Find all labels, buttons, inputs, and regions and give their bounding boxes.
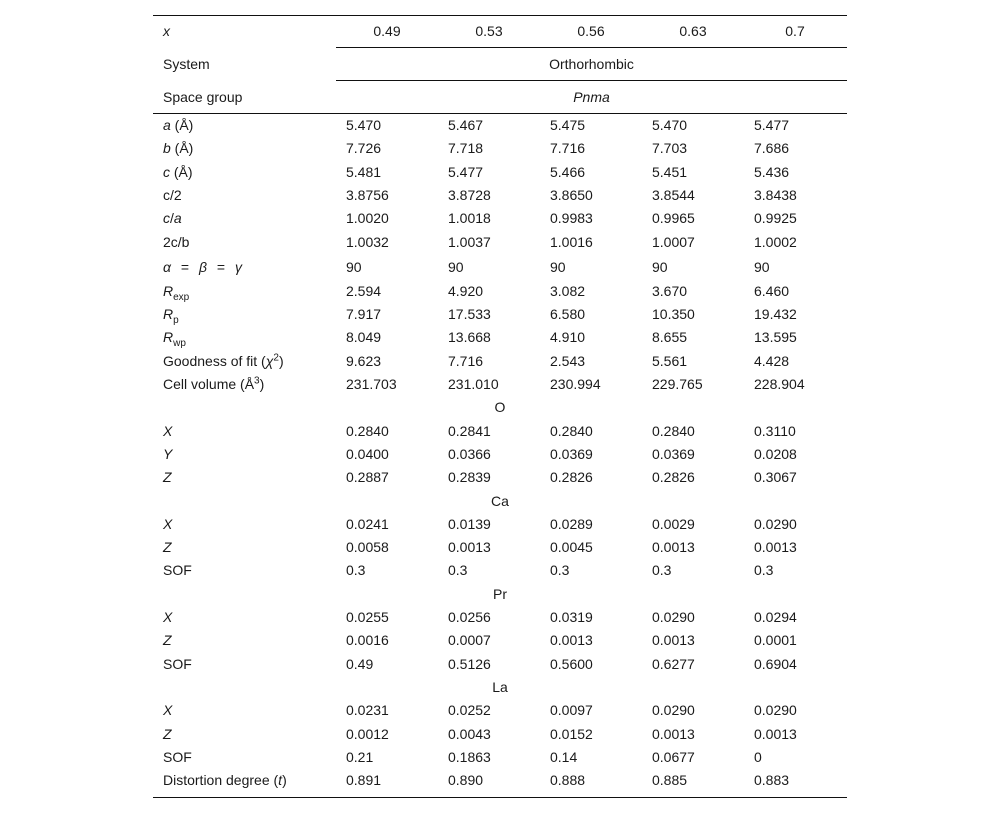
cell-value: 19.432 bbox=[754, 306, 797, 323]
cell-value: 0.2840 bbox=[652, 422, 695, 439]
cell-value: 0.0241 bbox=[346, 515, 389, 532]
cell-value: 0.0043 bbox=[448, 725, 491, 742]
header-row-space-group bbox=[153, 81, 847, 113]
row-label bbox=[163, 350, 284, 373]
cell-value: 0.5126 bbox=[448, 655, 491, 672]
cell-value: 4.920 bbox=[448, 282, 484, 299]
table-row bbox=[153, 536, 847, 559]
label-part: / bbox=[170, 210, 174, 227]
cell-value: 1.0032 bbox=[346, 233, 389, 250]
label-part: χ bbox=[265, 352, 274, 369]
label-part: exp bbox=[173, 291, 190, 303]
cell-value: 90 bbox=[346, 258, 362, 275]
row-label bbox=[163, 559, 192, 582]
row-label bbox=[163, 443, 172, 466]
row-label bbox=[163, 326, 186, 349]
cell-value: 5.561 bbox=[652, 352, 688, 369]
cell-value: 0.3 bbox=[346, 562, 366, 579]
table-row bbox=[153, 207, 847, 230]
cell-value: 0.0045 bbox=[550, 539, 593, 556]
table-row bbox=[153, 699, 847, 722]
table-row bbox=[153, 559, 847, 582]
cell-value: 17.533 bbox=[448, 306, 491, 323]
cell-value: 0.0152 bbox=[550, 725, 593, 742]
section-label: Pr bbox=[493, 585, 507, 602]
row-label bbox=[163, 161, 193, 184]
table-row bbox=[153, 254, 847, 280]
label-part: γ bbox=[234, 258, 242, 275]
cell-value: 0.3 bbox=[448, 562, 468, 579]
x-label: x bbox=[163, 23, 170, 39]
row-label bbox=[163, 303, 179, 326]
label-part: Z bbox=[163, 632, 172, 649]
cell-value: 13.668 bbox=[448, 329, 491, 346]
cell-value: 3.8650 bbox=[550, 186, 593, 203]
cell-value: 5.477 bbox=[754, 117, 790, 133]
cell-value: 7.718 bbox=[448, 140, 484, 157]
table-row bbox=[153, 420, 847, 443]
table-row bbox=[153, 769, 847, 792]
cell-value: 0.0289 bbox=[550, 515, 593, 532]
label-part: p bbox=[173, 314, 179, 326]
cell-value: 0.0013 bbox=[550, 632, 593, 649]
cell-value: 5.477 bbox=[448, 163, 484, 180]
cell-value: 231.010 bbox=[448, 376, 499, 392]
cell-value: 0.1863 bbox=[448, 748, 491, 765]
cell-value: 0.0016 bbox=[346, 632, 389, 649]
cell-value: 0.888 bbox=[550, 772, 586, 789]
table-row bbox=[153, 466, 847, 489]
row-label bbox=[163, 513, 172, 536]
row-label bbox=[163, 231, 189, 254]
header-row-x bbox=[153, 15, 847, 47]
cell-value: 3.8728 bbox=[448, 186, 491, 203]
label-part: R bbox=[163, 306, 174, 323]
cell-value: 7.716 bbox=[550, 140, 586, 157]
label-part: = bbox=[216, 258, 226, 275]
cell-value: 6.460 bbox=[754, 282, 790, 299]
table-row bbox=[153, 653, 847, 676]
row-label bbox=[163, 699, 172, 722]
section-row bbox=[153, 396, 847, 419]
cell-value: 0.0208 bbox=[754, 445, 797, 462]
cell-value: 13.595 bbox=[754, 329, 797, 346]
cell-value: 0.0256 bbox=[448, 609, 491, 625]
row-label bbox=[163, 280, 189, 303]
label-part: SOF bbox=[163, 562, 192, 579]
cell-value: 1.0016 bbox=[550, 233, 593, 250]
cell-value: 0.9925 bbox=[754, 210, 797, 227]
cell-value: 0.3067 bbox=[754, 469, 797, 486]
table-row bbox=[153, 629, 847, 652]
table-row bbox=[153, 443, 847, 466]
x-value: 0.53 bbox=[475, 23, 503, 39]
cell-value: 0.0231 bbox=[346, 702, 389, 719]
cell-value: 0.2887 bbox=[346, 469, 389, 486]
label-part: X bbox=[163, 702, 173, 719]
cell-value: 0.0290 bbox=[754, 515, 797, 532]
cell-value: 0.883 bbox=[754, 772, 790, 789]
section-label: La bbox=[492, 678, 508, 695]
label-part: X bbox=[163, 609, 173, 625]
table-row bbox=[153, 606, 847, 629]
cell-value: 3.8756 bbox=[346, 186, 389, 203]
table-row bbox=[153, 303, 847, 326]
cell-value: 90 bbox=[448, 258, 464, 275]
cell-value: 10.350 bbox=[652, 306, 695, 323]
cell-value: 0.0001 bbox=[754, 632, 797, 649]
label-part: SOF bbox=[163, 748, 192, 765]
cell-value: 2.543 bbox=[550, 352, 586, 369]
table-row bbox=[153, 280, 847, 303]
cell-value: 1.0007 bbox=[652, 233, 695, 250]
cell-value: 2.594 bbox=[346, 282, 382, 299]
cell-value: 7.917 bbox=[346, 306, 382, 323]
label-part: wp bbox=[173, 338, 186, 350]
cell-value: 0.2840 bbox=[346, 422, 389, 439]
row-label bbox=[163, 137, 193, 160]
label-part: 2 bbox=[273, 352, 279, 364]
cell-value: 0.0294 bbox=[754, 609, 797, 625]
label-part: 2c/b bbox=[163, 233, 190, 250]
label-part: 3 bbox=[254, 375, 260, 387]
label-part: X bbox=[163, 515, 173, 532]
header-row-system bbox=[153, 48, 847, 80]
cell-value: 0.9965 bbox=[652, 210, 695, 227]
cell-value: 7.726 bbox=[346, 140, 382, 157]
label-part: ) bbox=[259, 376, 265, 392]
cell-value: 1.0037 bbox=[448, 233, 491, 250]
label-part: b bbox=[163, 140, 171, 157]
cell-value: 0.0369 bbox=[652, 445, 695, 462]
cell-value: 0.0058 bbox=[346, 539, 389, 556]
cell-value: 0 bbox=[754, 748, 762, 765]
label-part: ) bbox=[282, 772, 287, 789]
cell-value: 0.3 bbox=[754, 562, 774, 579]
cell-value: 9.623 bbox=[346, 352, 382, 369]
row-label bbox=[163, 420, 172, 443]
label-part: c bbox=[163, 163, 170, 180]
cell-value: 0.2826 bbox=[652, 469, 695, 486]
cell-value: 230.994 bbox=[550, 376, 601, 392]
cell-value: 5.466 bbox=[550, 163, 586, 180]
cell-value: 4.428 bbox=[754, 352, 790, 369]
cell-value: 0.0255 bbox=[346, 609, 389, 625]
row-label bbox=[163, 207, 182, 230]
cell-value: 5.470 bbox=[346, 117, 382, 133]
section-label: Ca bbox=[491, 492, 509, 509]
cell-value: 1.0020 bbox=[346, 210, 389, 227]
table-row bbox=[153, 373, 847, 396]
cell-value: 90 bbox=[550, 258, 566, 275]
cell-value: 90 bbox=[754, 258, 770, 275]
cell-value: 0.0319 bbox=[550, 609, 593, 625]
cell-value: 0.0007 bbox=[448, 632, 491, 649]
cell-value: 7.703 bbox=[652, 140, 688, 157]
label-part: (Å) bbox=[170, 140, 194, 157]
cell-value: 231.703 bbox=[346, 376, 397, 392]
x-value: 0.7 bbox=[785, 23, 805, 39]
table-row bbox=[153, 114, 847, 137]
cell-value: 0.3 bbox=[550, 562, 570, 579]
cell-value: 5.436 bbox=[754, 163, 790, 180]
row-label bbox=[163, 746, 192, 769]
cell-value: 4.910 bbox=[550, 329, 586, 346]
table-row bbox=[153, 161, 847, 184]
label-part: Y bbox=[163, 445, 173, 462]
cell-value: 0.0013 bbox=[448, 539, 491, 556]
cell-value: 0.3 bbox=[652, 562, 672, 579]
cell-value: 0.6277 bbox=[652, 655, 695, 672]
section-row bbox=[153, 583, 847, 606]
label-part: a bbox=[173, 210, 182, 227]
cell-value: 0.890 bbox=[448, 772, 484, 789]
cell-value: 0.21 bbox=[346, 748, 374, 765]
cell-value: 0.0252 bbox=[448, 702, 491, 719]
row-label bbox=[163, 466, 172, 489]
cell-value: 229.765 bbox=[652, 376, 703, 392]
cell-value: 0.891 bbox=[346, 772, 382, 789]
label-part: α bbox=[163, 258, 171, 275]
x-value: 0.63 bbox=[679, 23, 707, 39]
cell-value: 0.14 bbox=[550, 748, 578, 765]
label-part: R bbox=[163, 329, 174, 346]
cell-value: 8.655 bbox=[652, 329, 688, 346]
cell-value: 0.0290 bbox=[652, 609, 695, 625]
cell-value: 0.0400 bbox=[346, 445, 389, 462]
cell-value: 0.0013 bbox=[652, 539, 695, 556]
label-part: (Å) bbox=[170, 163, 193, 180]
cell-value: 0.0029 bbox=[652, 515, 695, 532]
label-part: Z bbox=[163, 469, 172, 486]
section-row bbox=[153, 676, 847, 699]
row-label bbox=[163, 723, 172, 746]
label-part: Z bbox=[163, 725, 172, 742]
table-row bbox=[153, 746, 847, 769]
cell-value: 0.0290 bbox=[754, 702, 797, 719]
label-part: c bbox=[163, 210, 170, 227]
cell-value: 0.0139 bbox=[448, 515, 491, 532]
row-label bbox=[163, 373, 264, 396]
cell-value: 228.904 bbox=[754, 376, 805, 392]
cell-value: 0.2840 bbox=[550, 422, 593, 439]
cell-value: 5.475 bbox=[550, 117, 586, 133]
section-label: O bbox=[494, 399, 506, 416]
cell-value: 0.6904 bbox=[754, 655, 797, 672]
cell-value: 0.3110 bbox=[754, 422, 796, 439]
cell-value: 0.0290 bbox=[652, 702, 695, 719]
cell-value: 5.481 bbox=[346, 163, 382, 180]
table-row bbox=[153, 231, 847, 254]
table-row bbox=[153, 723, 847, 746]
row-label bbox=[163, 254, 242, 280]
row-label bbox=[163, 653, 192, 676]
label-part: β bbox=[198, 258, 207, 275]
table-row bbox=[153, 350, 847, 373]
bottom-rule bbox=[153, 797, 847, 798]
label-part: SOF bbox=[163, 655, 192, 672]
system-value: Orthorhombic bbox=[549, 56, 634, 72]
cell-value: 7.686 bbox=[754, 140, 790, 157]
cell-value: 0.5600 bbox=[550, 655, 593, 672]
row-label bbox=[163, 114, 193, 137]
row-label bbox=[163, 629, 172, 652]
cell-value: 7.716 bbox=[448, 352, 484, 369]
cell-value: 6.580 bbox=[550, 306, 586, 323]
cell-value: 0.49 bbox=[346, 655, 374, 672]
cell-value: 3.8544 bbox=[652, 186, 695, 203]
cell-value: 3.8438 bbox=[754, 186, 797, 203]
cell-value: 0.2839 bbox=[448, 469, 491, 486]
row-label bbox=[163, 769, 287, 792]
cell-value: 0.0013 bbox=[754, 539, 797, 556]
label-part: (Å) bbox=[170, 117, 194, 133]
cell-value: 0.885 bbox=[652, 772, 688, 789]
label-part: c/2 bbox=[163, 186, 182, 203]
table-row bbox=[153, 137, 847, 160]
cell-value: 1.0018 bbox=[448, 210, 491, 227]
label-part: t bbox=[278, 772, 283, 789]
cell-value: 3.082 bbox=[550, 282, 586, 299]
cell-value: 0.0677 bbox=[652, 748, 695, 765]
cell-value: 5.451 bbox=[652, 163, 688, 180]
cell-value: 0.0097 bbox=[550, 702, 593, 719]
cell-value: 0.0012 bbox=[346, 725, 389, 742]
table-row bbox=[153, 326, 847, 349]
cell-value: 0.2841 bbox=[448, 422, 491, 439]
section-row bbox=[153, 490, 847, 513]
system-label: System bbox=[163, 56, 210, 72]
label-part: a bbox=[163, 117, 171, 133]
space-group-value: Pnma bbox=[573, 89, 610, 105]
label-part: Z bbox=[163, 539, 172, 556]
cell-value: 5.470 bbox=[652, 117, 688, 133]
label-part: ) bbox=[278, 352, 284, 369]
label-part: X bbox=[163, 422, 173, 439]
cell-value: 0.9983 bbox=[550, 210, 593, 227]
cell-value: 0.0369 bbox=[550, 445, 593, 462]
cell-value: 8.049 bbox=[346, 329, 382, 346]
cell-value: 0.0013 bbox=[652, 632, 695, 649]
table-row bbox=[153, 513, 847, 536]
cell-value: 3.670 bbox=[652, 282, 688, 299]
cell-value: 90 bbox=[652, 258, 668, 275]
cell-value: 0.2826 bbox=[550, 469, 593, 486]
cell-value: 1.0002 bbox=[754, 233, 797, 250]
x-value: 0.49 bbox=[373, 23, 401, 39]
label-part: R bbox=[163, 282, 174, 299]
row-label bbox=[163, 536, 172, 559]
cell-value: 0.0366 bbox=[448, 445, 491, 462]
space-group-label: Space group bbox=[163, 89, 243, 105]
cell-value: 0.0013 bbox=[754, 725, 797, 742]
label-part: Distortion degree ( bbox=[163, 772, 279, 789]
label-part: = bbox=[180, 258, 190, 275]
cell-value: 5.467 bbox=[448, 117, 484, 133]
row-label bbox=[163, 606, 172, 629]
label-part: Cell volume (Å bbox=[163, 376, 255, 392]
cell-value: 0.0013 bbox=[652, 725, 695, 742]
x-value: 0.56 bbox=[577, 23, 605, 39]
label-part: Goodness of fit ( bbox=[163, 352, 266, 369]
row-label bbox=[163, 184, 182, 207]
table-row bbox=[153, 184, 847, 207]
